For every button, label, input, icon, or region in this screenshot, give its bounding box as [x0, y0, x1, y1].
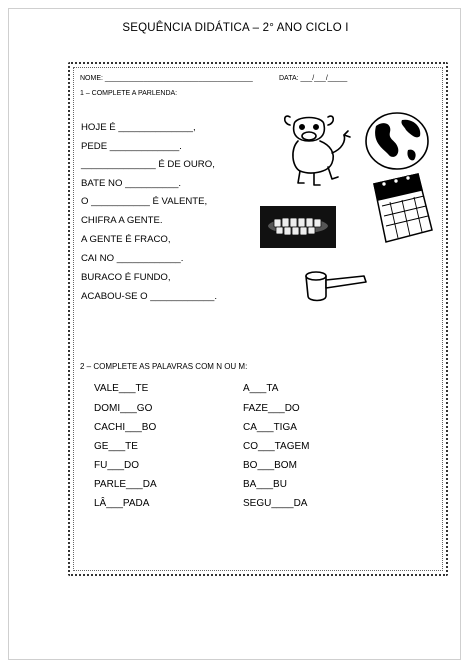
word-item: VALE___TE: [94, 383, 149, 394]
word-item: LÂ___PADA: [94, 498, 150, 509]
teeth-icon: [260, 206, 336, 248]
pipe-icon: [302, 262, 372, 304]
page-title: SEQUÊNCIA DIDÁTICA – 2° ANO CICLO I: [122, 22, 349, 34]
parlenda-line: CHIFRA A GENTE.: [81, 215, 163, 226]
parlenda-line: CAI NO ____________.: [81, 253, 184, 264]
word-item: FU___DO: [94, 460, 140, 471]
word-item: A___TA: [243, 383, 279, 394]
parlenda-line: BURACO É FUNDO,: [81, 272, 171, 283]
parlenda-line: ______________ É DE OURO,: [81, 159, 215, 170]
word-item: BO___BOM: [243, 460, 297, 471]
calendar-icon: [368, 170, 436, 246]
parlenda-line: HOJE É ______________,: [81, 122, 196, 133]
word-item: SEGU____DA: [243, 498, 308, 509]
word-item: FAZE___DO: [243, 403, 300, 414]
word-item: BA___BU: [243, 479, 287, 490]
parlenda-line: BATE NO __________.: [81, 178, 182, 189]
word-item: CO___TAGEM: [243, 441, 310, 452]
word-item: DOMI___GO: [94, 403, 153, 414]
parlenda-line: PEDE _____________.: [81, 141, 182, 152]
word-item: PARLE___DA: [94, 479, 157, 490]
parlenda-line: O ___________ É VALENTE,: [81, 196, 208, 207]
parlenda-line: A GENTE É FRACO,: [81, 234, 171, 245]
section1-title: 1 – COMPLETE A PARLENDA:: [80, 90, 178, 97]
word-item: GE___TE: [94, 441, 138, 452]
word-item: CA___TIGA: [243, 422, 297, 433]
date-field-label: DATA: ___/___/_____: [279, 75, 348, 82]
globe-icon: [362, 110, 432, 172]
word-item: CACHI___BO: [94, 422, 157, 433]
name-field-label: NOME: ______________________________________: [80, 75, 253, 82]
bull-icon: [280, 105, 355, 190]
parlenda-line: ACABOU-SE O ____________.: [81, 291, 217, 302]
section2-title: 2 – COMPLETE AS PALAVRAS COM N OU M:: [80, 362, 248, 371]
